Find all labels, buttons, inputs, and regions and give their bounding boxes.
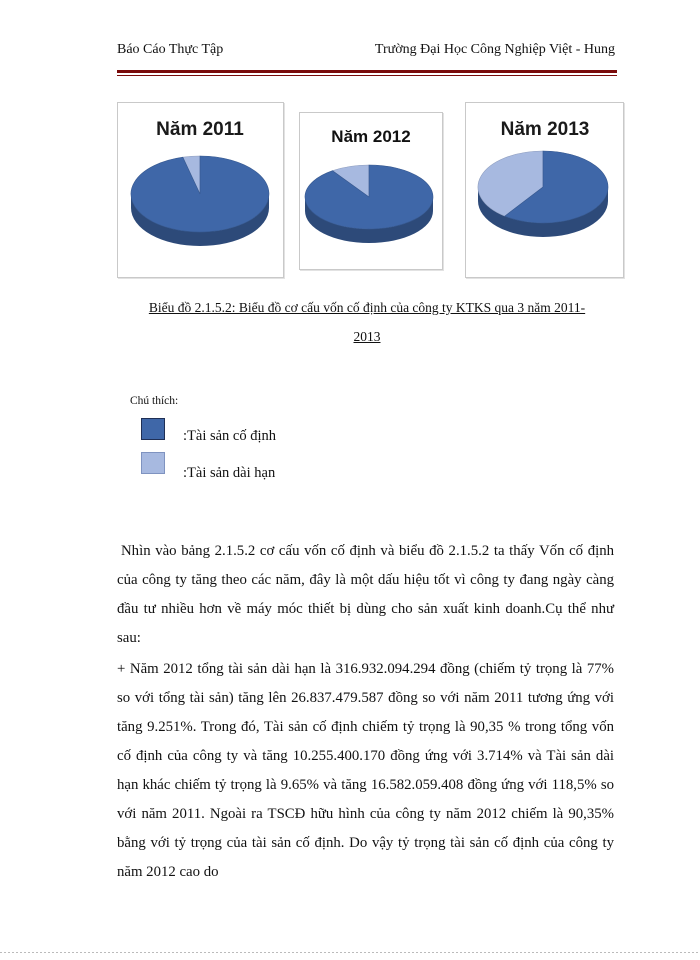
- pie-slice-fixed-assets: [305, 165, 433, 229]
- page-bottom-border: [0, 952, 700, 953]
- legend-swatch-long-term-assets: [141, 452, 165, 474]
- legend-label-fixed-assets: :Tài sản cố định: [183, 428, 277, 444]
- header-report-title: Báo Cáo Thực Tập: [117, 42, 224, 57]
- paragraph-detail: [117, 655, 614, 887]
- figure-caption: [117, 293, 617, 351]
- pie-chart-2012: [299, 112, 443, 270]
- chart-title-2011: Năm 2011: [156, 119, 244, 140]
- pie-2012: [305, 165, 433, 243]
- legend-swatch-fixed-assets: [141, 418, 165, 440]
- pie-chart-2012-svg: [300, 113, 442, 269]
- pie-slice-fixed-assets: [131, 156, 269, 232]
- chart-title-2013: Năm 2013: [500, 119, 590, 140]
- pie-chart-2011: [117, 102, 284, 278]
- legend-title: Chú thích:: [130, 395, 179, 407]
- caption-line-2: 2013: [353, 329, 381, 344]
- paragraph-1: Nhìn vào bảng 2.1.5.2 cơ cấu vốn cố định và biểu đồ 2.1.5.2 ta thấy Vốn cố định của công ty tăng theo các năm, đây là một dấu hiệu tốt vì công ty đang ngày càng đầu tư nhiều hơn về máy móc thiết bị dùng cho sản xuất kinh doanh.Cụ thể như sau:: [117, 543, 614, 646]
- pie-chart-2013-svg: [466, 103, 623, 277]
- header-rule-thick: [117, 70, 617, 73]
- caption-line-1: Biểu đồ 2.1.5.2: Biểu đồ cơ cấu vốn cố định của công ty KTKS qua 3 năm 2011-: [148, 300, 586, 315]
- paragraph-2: + Năm 2012 tổng tài sản dài hạn là 316.932.094.294 đồng (chiếm tỷ trọng là 77% so với tổng tài sản) tăng lên 26.837.479.587 đồng so với năm 2011 tương ứng với tăng 9.251%. Trong đó, Tài sản cố định chiếm tỷ trọng là 90,35 % trong tổng vốn cố định của công ty và tăng 10.255.400.170 đồng ứng với 3.714% và Tài sản dài hạn khác chiếm tỷ trọng là 9.65% và tăng 16.582.059.408 đồng ứng với 118,5% so với năm 2011. Ngoài ra TSCĐ hữu hình của công ty năm 2012 chiếm là 90,35% bằng với tỷ trọng của tài sản cố định. Do vậy tỷ trọng tài sản cố định của công ty năm 2012 cao do: [117, 661, 614, 880]
- pie-chart-2011-svg: [118, 103, 283, 277]
- paragraph-intro: [117, 537, 614, 653]
- pie-2013: [478, 151, 608, 237]
- legend-label-long-term-assets: :Tài sản dài hạn: [183, 465, 276, 481]
- pie-chart-2013: [465, 102, 624, 278]
- header-rule-thin: [117, 75, 617, 76]
- pie-2011: [131, 156, 269, 246]
- chart-title-2012: Năm 2012: [331, 127, 411, 146]
- header-university-name: Trường Đại Học Công Nghiệp Việt - Hung: [374, 42, 615, 57]
